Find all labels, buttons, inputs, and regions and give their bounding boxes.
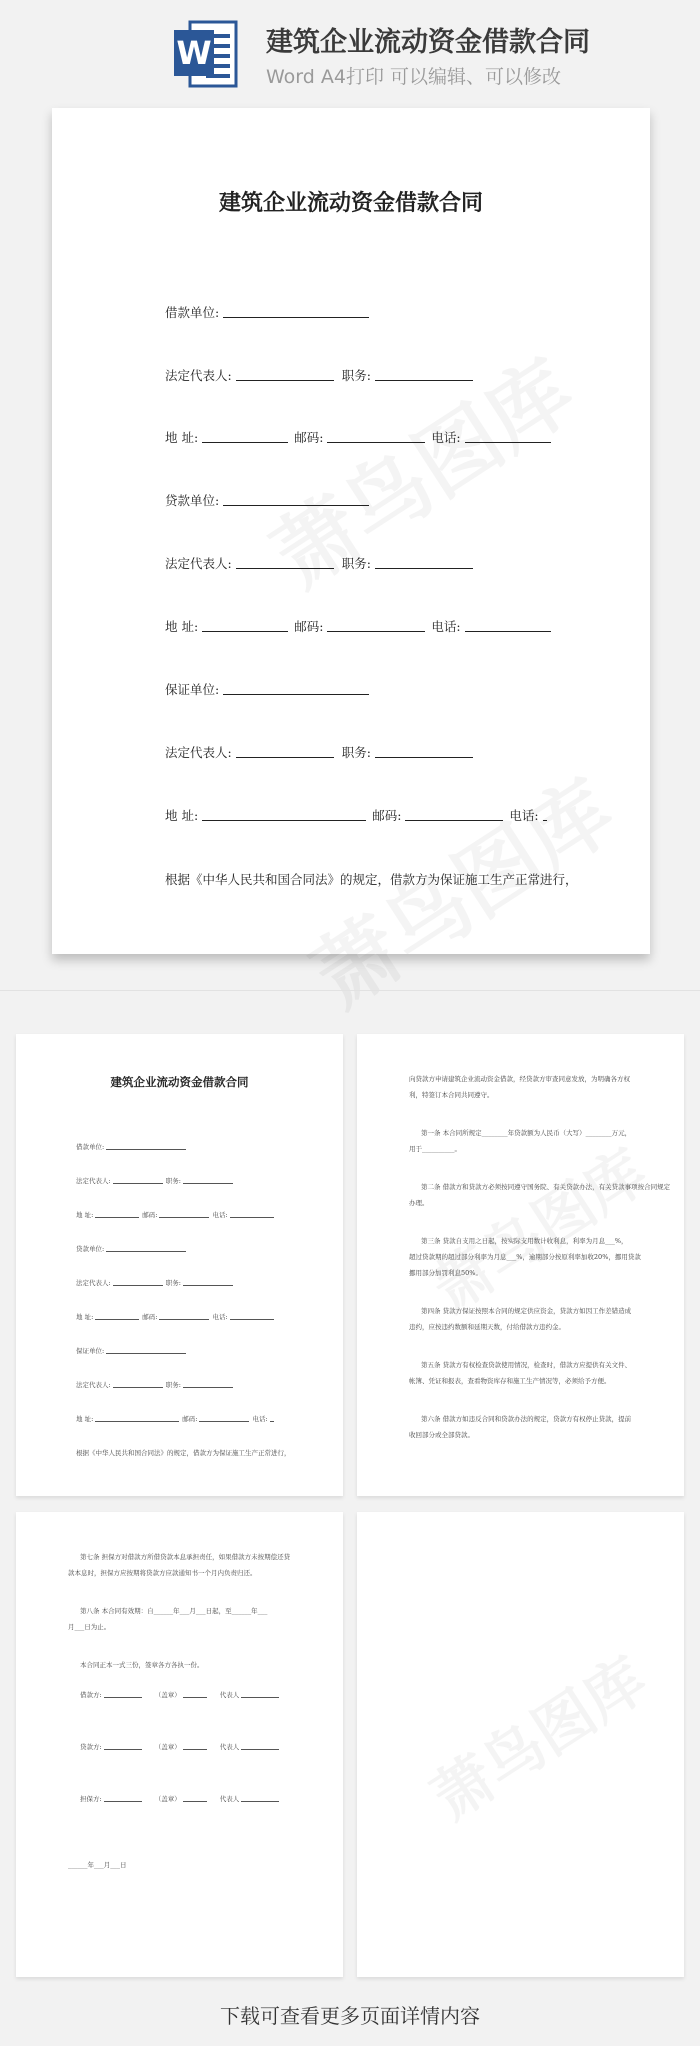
text-line: 款本息时，担保方应按期将贷款方应款通知书一个月内负责归还。	[68, 1569, 257, 1577]
position-label: 职务:	[165, 1279, 181, 1287]
blank-line	[327, 630, 425, 632]
legal-rep-label: 法定代表人:	[165, 556, 232, 571]
address-label: 地 址:	[165, 808, 199, 823]
blank-line	[375, 756, 473, 758]
legal-rep-label: 法定代表人:	[165, 368, 232, 383]
text-line: 违约，应按违约数额和延期天数，付给借款方违约金。	[409, 1323, 565, 1331]
legal-rep-row	[165, 366, 479, 384]
blank-line	[95, 1216, 139, 1218]
blank-line	[327, 441, 425, 443]
blank-line	[241, 1748, 279, 1750]
phone-label: 电话:	[431, 430, 461, 445]
legal-rep-row	[165, 554, 479, 572]
blank-line	[223, 316, 369, 318]
download-more-hint[interactable]: 下载可查看更多页面详情内容	[220, 2004, 480, 2028]
text-line: 第八条 本合同有效期：自______年___月___日起，至______年___	[80, 1607, 268, 1615]
blank-line	[183, 1696, 207, 1698]
address-label: 地 址:	[76, 1313, 94, 1321]
page-thumbnail-1	[16, 1034, 343, 1496]
text-line: 第七条 担保方对借款方所借贷款本息承担责任，如果借款方未按期偿还贷	[80, 1553, 291, 1561]
blank-line	[106, 1352, 186, 1354]
postcode-label: 邮码:	[182, 1415, 198, 1423]
position-label: 职务:	[341, 368, 371, 383]
text-line: 收回部分或全部贷款。	[409, 1431, 474, 1439]
blank-line	[183, 1284, 233, 1286]
blank-line	[113, 1386, 163, 1388]
blank-line	[199, 1420, 249, 1422]
signature-row-guarantor	[80, 1794, 282, 1803]
blank-line	[202, 441, 288, 443]
postcode-label: 邮码:	[294, 430, 324, 445]
signature-row-lender	[80, 1742, 282, 1751]
date-line: ______年___月___日	[68, 1861, 127, 1869]
blank-line	[106, 1148, 186, 1150]
blank-line	[465, 441, 551, 443]
text-line: 帐簿、凭证和报表，查看物资库存和施工生产情况等，必须给予方便。	[409, 1377, 611, 1385]
guarantor-label: 保证单位:	[76, 1347, 105, 1355]
blank-line	[202, 630, 288, 632]
text-line: 第五条 贷款方有权检查贷款使用情况，检查时，借款方应提供有关文件、	[421, 1361, 632, 1369]
address-row	[165, 428, 557, 446]
lender-label: 贷款单位:	[76, 1245, 105, 1253]
blank-line	[104, 1748, 142, 1750]
blank-line	[230, 1216, 274, 1218]
blank-line	[236, 567, 334, 569]
representative-label: 代表人	[219, 1743, 240, 1751]
blank-line	[223, 504, 369, 506]
blank-line	[159, 1318, 209, 1320]
page-title: 建筑企业流动资金借款合同	[266, 27, 590, 58]
address-label: 地 址:	[76, 1415, 94, 1423]
postcode-label: 邮码:	[294, 619, 324, 634]
signature-row-borrower	[80, 1690, 282, 1699]
blank-line	[183, 1386, 233, 1388]
blank-line	[223, 693, 369, 695]
seal-label: （盖章）	[154, 1795, 181, 1803]
text-line: 办理。	[409, 1199, 429, 1207]
text-line: 超过贷款期的超过部分利率为月息___%，逾期部分按原利率加收20%，挪用贷款	[409, 1253, 641, 1261]
watermark	[413, 1126, 661, 1329]
guarantor-label: 保证单位:	[165, 682, 220, 697]
blank-line	[375, 379, 473, 381]
address-row	[165, 806, 553, 824]
phone-label: 电话:	[212, 1313, 228, 1321]
position-label: 职务:	[165, 1177, 181, 1185]
postcode-label: 邮码:	[142, 1211, 158, 1219]
postcode-label: 邮码:	[142, 1313, 158, 1321]
representative-label: 代表人	[219, 1691, 240, 1699]
borrower-row	[165, 303, 375, 321]
guarantor-sign-label: 担保方:	[80, 1795, 102, 1803]
text-line: 本合同正本一式三份，签章各方各执一份。	[80, 1661, 204, 1669]
blank-line	[159, 1216, 209, 1218]
document-header	[0, 0, 700, 100]
section-divider	[0, 990, 700, 991]
page-thumbnail-4	[357, 1512, 684, 1977]
blank-line	[236, 379, 334, 381]
address-label: 地 址:	[76, 1211, 94, 1219]
text-line: 向贷款方申请建筑企业流动资金借款，经贷款方审查同意发放，为明确各方权	[409, 1075, 630, 1083]
document-preview-page	[52, 108, 650, 954]
blank-line	[270, 1420, 274, 1422]
blank-line	[543, 819, 547, 821]
position-label: 职务:	[341, 745, 371, 760]
lender-row	[165, 491, 375, 509]
phone-label: 电话:	[212, 1211, 228, 1219]
blank-line	[183, 1182, 233, 1184]
watermark	[286, 746, 634, 1030]
blank-line	[241, 1800, 279, 1802]
lender-label: 贷款单位:	[165, 493, 220, 508]
blank-line	[113, 1182, 163, 1184]
address-label: 地 址:	[165, 619, 199, 634]
contract-title: 建筑企业流动资金借款合同	[110, 1075, 249, 1089]
legal-rep-row	[165, 743, 479, 761]
borrower-label: 借款单位:	[76, 1143, 105, 1151]
address-label: 地 址:	[165, 430, 199, 445]
guarantor-row	[165, 680, 375, 698]
address-row	[165, 617, 557, 635]
legal-rep-label: 法定代表人:	[76, 1177, 111, 1185]
word-icon-letter: W	[176, 34, 212, 72]
text-line: 挪用部分加罚利息50%。	[409, 1269, 482, 1277]
page-thumbnail-2	[357, 1034, 684, 1496]
blank-line	[113, 1284, 163, 1286]
blank-line	[202, 819, 366, 821]
seal-label: （盖章）	[154, 1691, 181, 1699]
representative-label: 代表人	[219, 1795, 240, 1803]
blank-line	[106, 1250, 186, 1252]
text-line: 用于__________。	[409, 1145, 461, 1153]
word-document-icon	[174, 20, 238, 88]
phone-label: 电话:	[509, 808, 539, 823]
lender-sign-label: 贷款方:	[80, 1743, 102, 1751]
text-line: 第三条 贷款自支用之日起，按实际支用数计收利息，利率为月息___%，	[421, 1237, 628, 1245]
legal-rep-label: 法定代表人:	[165, 745, 232, 760]
contract-title: 建筑企业流动资金借款合同	[218, 190, 483, 216]
legal-rep-label: 法定代表人:	[76, 1381, 111, 1389]
text-line: 第六条 借款方如违反合同和贷款办法的规定，贷款方有权停止贷款，提前	[421, 1415, 632, 1423]
blank-line	[183, 1800, 207, 1802]
blank-line	[104, 1800, 142, 1802]
blank-line	[183, 1748, 207, 1750]
borrower-label: 借款单位:	[165, 305, 220, 320]
text-line: 第二条 借款方和贷款方必须按同遵守国务院、有关贷款办法，有关贷款事项按合同规定	[421, 1183, 671, 1191]
blank-line	[241, 1696, 279, 1698]
seal-label: （盖章）	[154, 1743, 181, 1751]
blank-line	[236, 756, 334, 758]
watermark	[413, 1634, 661, 1837]
contract-intro: 根据《中华人民共和国合同法》的规定，借款方为保证施工生产正常进行，	[165, 872, 578, 887]
blank-line	[465, 630, 551, 632]
contract-intro: 根据《中华人民共和国合同法》的规定，借款方为保证施工生产正常进行，	[76, 1449, 291, 1457]
position-label: 职务:	[341, 556, 371, 571]
legal-rep-label: 法定代表人:	[76, 1279, 111, 1287]
phone-label: 电话:	[431, 619, 461, 634]
text-line: 月___日为止。	[68, 1623, 111, 1631]
text-line: 第四条 贷款方保证按照本合同的规定供应资金，贷款方如因工作差错造成	[421, 1307, 632, 1315]
blank-line	[104, 1696, 142, 1698]
blank-line	[230, 1318, 274, 1320]
postcode-label: 邮码:	[372, 808, 402, 823]
blank-line	[95, 1318, 139, 1320]
text-line: 利，特签订本合同共同遵守。	[409, 1091, 494, 1099]
blank-line	[375, 567, 473, 569]
borrower-sign-label: 借款方:	[80, 1691, 102, 1699]
text-line: 第一条 本合同所规定________年贷款额为人民币（大写）________万元，	[421, 1129, 632, 1137]
blank-line	[95, 1420, 179, 1422]
blank-line	[405, 819, 503, 821]
page-thumbnail-3	[16, 1512, 343, 1977]
page-subtitle: Word A4打印 可以编辑、可以修改	[266, 66, 562, 88]
phone-label: 电话:	[252, 1415, 268, 1423]
position-label: 职务:	[165, 1381, 181, 1389]
